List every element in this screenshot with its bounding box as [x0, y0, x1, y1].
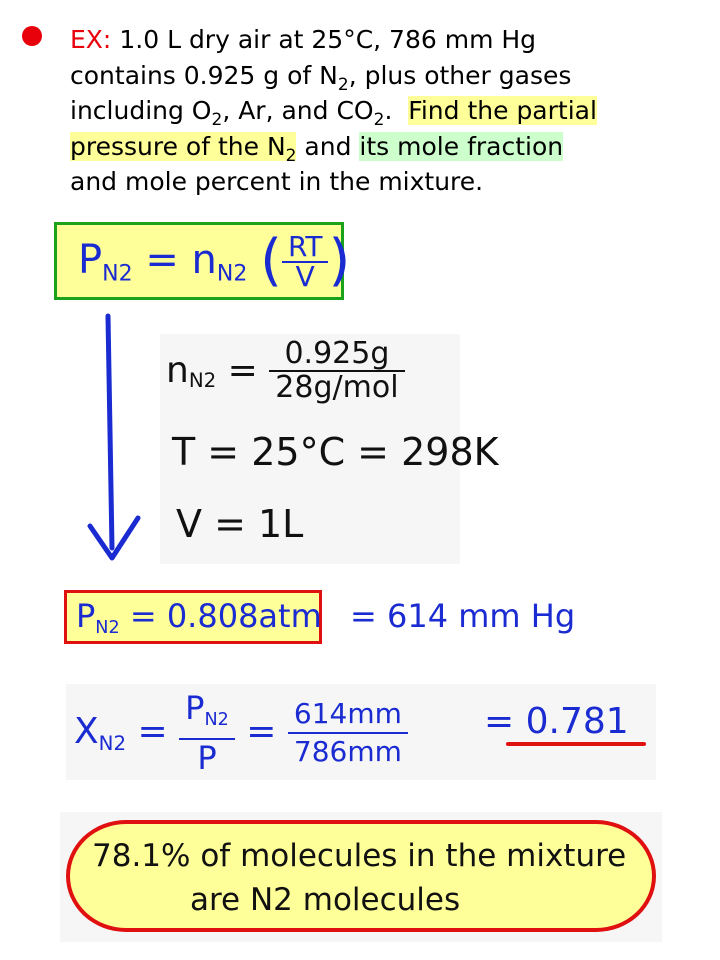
mf-fraction-2: [288, 696, 408, 770]
formula-n-sub: N2: [216, 261, 248, 287]
moles-label-sub: N2: [188, 369, 217, 392]
formula-fraction: [282, 230, 329, 293]
mf-frac1-num-p: P: [185, 689, 205, 727]
mf-frac1-num: [179, 690, 235, 738]
answer-p-sub: N2: [95, 618, 120, 639]
mf-x: X: [74, 711, 99, 753]
temperature-line: T = 25°C = 298K: [172, 430, 499, 474]
intro-text-3: , plus other gases: [348, 60, 572, 90]
formula-p: P: [78, 237, 103, 283]
pressure-converted: = 614 mm Hg: [350, 597, 576, 635]
moles-n2-expression: [166, 338, 405, 404]
result-underline: [506, 742, 646, 746]
example-label: EX:: [70, 25, 112, 54]
moles-fraction: [269, 338, 404, 404]
intro-text-1: 1.0 L dry air at 25°C, 786 mm Hg: [119, 25, 537, 54]
intro-text-8: and mole percent in the mixture.: [70, 167, 484, 196]
volume-line: V = 1L: [176, 502, 304, 546]
intro-sub-o2: 2: [211, 110, 223, 130]
down-arrow-icon: [84, 312, 148, 572]
formula-p-sub: N2: [102, 261, 133, 287]
moles-numerator: 0.925g: [284, 336, 390, 371]
intro-text-5: , Ar, and CO: [222, 96, 374, 125]
mf-frac2-num: 614mm: [293, 697, 402, 731]
pressure-answer: [76, 596, 322, 648]
intro-text-2: contains 0.925 g of N: [70, 60, 338, 90]
mf-frac2-den: 786mm: [288, 732, 408, 770]
conclusion-line-1: 78.1% of molecules in the mixture: [92, 838, 627, 874]
highlight-pressure-n2: [70, 131, 297, 166]
moles-label: n: [166, 350, 189, 391]
formula-paren-close: ): [328, 228, 351, 293]
conclusion-line-2: are N2 molecules: [190, 882, 461, 918]
bullet-dot: [22, 26, 42, 46]
formula-denominator: V: [282, 261, 329, 291]
highlight-mole-fraction: its mole fraction: [359, 131, 564, 161]
mf-frac1-den: P: [179, 738, 235, 776]
intro-text-6: .: [384, 96, 393, 125]
mf-fraction-1: [179, 690, 235, 776]
intro-text-4: including O: [70, 96, 212, 125]
moles-denominator: 28g/mol: [269, 370, 404, 404]
formula-paren-open: (: [260, 228, 282, 293]
intro-sub-n2: 2: [337, 74, 349, 95]
mf-equals-1: =: [137, 711, 168, 753]
mole-fraction-expression: [74, 690, 408, 786]
moles-equals: =: [227, 350, 258, 391]
intro-text-7: and: [296, 131, 360, 161]
mf-x-sub: N2: [98, 732, 127, 755]
highlight-sub-n2: 2: [285, 145, 297, 166]
formula-equals: =: [145, 237, 179, 283]
highlight-find-partial: Find the partial: [408, 96, 597, 125]
formula-numerator: RT: [287, 230, 323, 263]
problem-statement: [70, 22, 690, 200]
mole-fraction-result: = 0.781: [484, 701, 629, 742]
mf-frac1-num-sub: N2: [204, 710, 229, 731]
answer-p: P: [76, 597, 96, 635]
intro-sub-co2: 2: [373, 110, 385, 130]
mf-equals-2: =: [246, 711, 277, 753]
highlight-pressure-text: pressure of the N: [70, 131, 286, 161]
answer-value: = 0.808atm: [129, 597, 322, 635]
ideal-gas-formula: [78, 228, 351, 303]
formula-n: n: [191, 237, 217, 283]
